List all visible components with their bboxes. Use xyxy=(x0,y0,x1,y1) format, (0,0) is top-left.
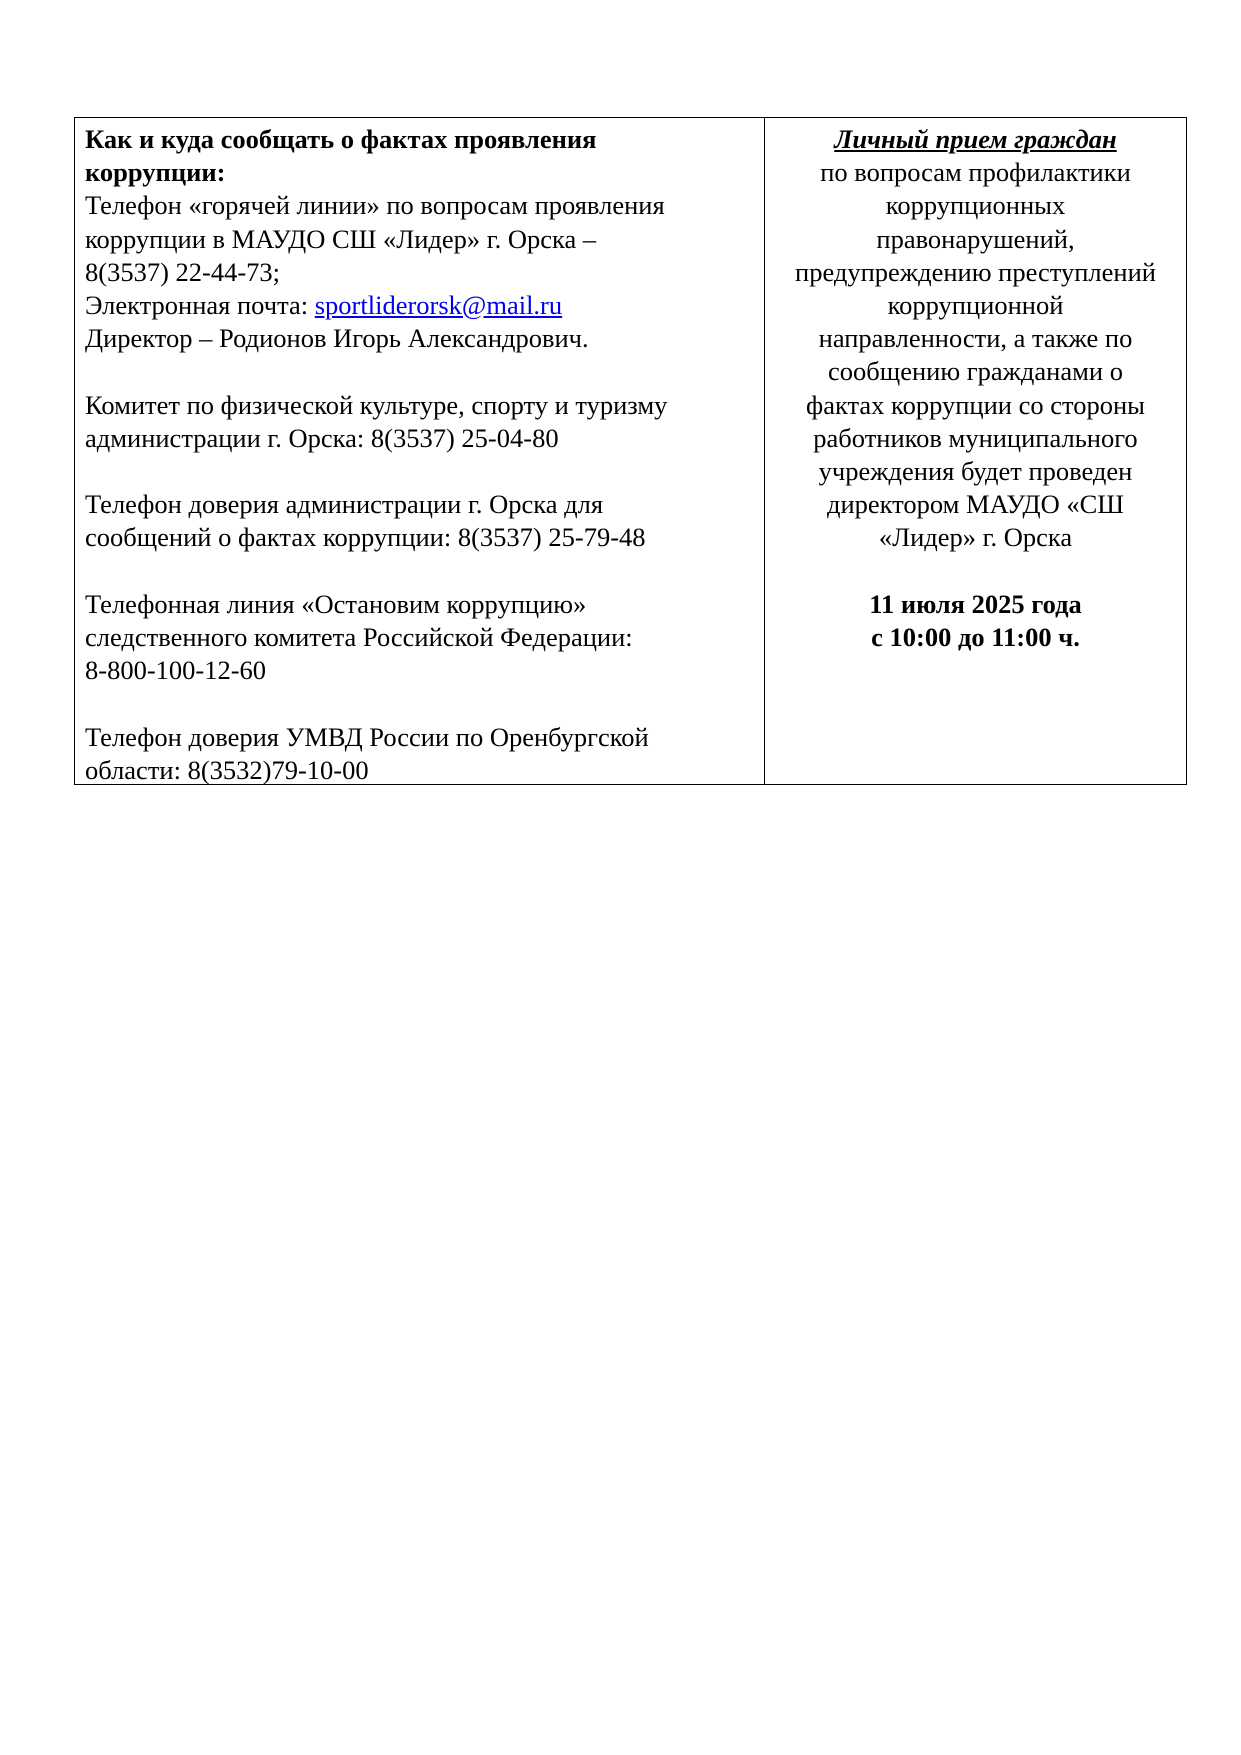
reception-text-line: предупреждению преступлений xyxy=(795,256,1156,287)
hotline-block xyxy=(85,123,756,355)
trust-admin-block xyxy=(85,488,756,554)
spacer xyxy=(771,555,1180,588)
report-title-line-2: коррупции: xyxy=(85,157,226,188)
umvd-line-1: Телефон доверия УМВД России по Оренбургской xyxy=(85,721,649,752)
reception-text-line: коррупционных xyxy=(885,190,1066,221)
reception-text-line: работников муниципального xyxy=(813,422,1138,453)
hotline-phone: 8(3537) 22-44-73; xyxy=(85,256,281,287)
email-label: Электронная почта: xyxy=(85,290,315,321)
umvd-line-2: области: 8(3532)79-10-00 xyxy=(85,754,369,785)
reception-text-line: по вопросам профилактики xyxy=(820,157,1131,188)
stop-corruption-line-2: следственного комитета Российской Федерации: xyxy=(85,622,633,652)
email-link[interactable]: sportliderorsk@mail.ru xyxy=(314,290,563,321)
trust-admin-line-1: Телефон доверия администрации г. Орска для xyxy=(85,489,604,520)
committee-line-2: администрации г. Орска: 8(3537) 25-04-80 xyxy=(85,422,559,453)
hotline-line-1: Телефон «горячей линии» по вопросам проявления xyxy=(85,190,665,221)
committee-line-1: Комитет по физической культуре, спорту и туризму xyxy=(85,389,668,420)
reception-text-line: директором МАУДО «СШ xyxy=(826,489,1125,520)
reception-text-line: правонарушений, xyxy=(876,223,1075,254)
stop-corruption-line-1: Телефонная линия «Остановим коррупцию» xyxy=(85,588,587,619)
reception-time: с 10:00 до 11:00 ч. xyxy=(871,622,1080,653)
committee-block xyxy=(85,389,756,455)
reception-text-line: «Лидер» г. Орска xyxy=(878,522,1073,553)
reception-text-line: фактах коррупции со стороны xyxy=(806,389,1145,420)
anticorruption-info-table xyxy=(74,117,1187,785)
report-contacts-cell xyxy=(75,118,765,784)
umvd-block xyxy=(85,721,756,787)
reception-text-line: сообщению гражданами о xyxy=(828,356,1123,387)
hotline-line-2: коррупции в МАУДО СШ «Лидер» г. Орска – xyxy=(85,223,597,254)
reception-heading: Личный прием граждан xyxy=(834,124,1117,154)
reception-text-line: коррупционной xyxy=(887,290,1064,321)
reception-text-line: учреждения будет проведен xyxy=(818,456,1133,487)
report-title-line-1: Как и куда сообщать о фактах проявления xyxy=(85,124,597,154)
email-line xyxy=(85,289,756,322)
director-line: Директор – Родионов Игорь Александрович. xyxy=(85,323,589,354)
trust-admin-line-2: сообщений о фактах коррупции: 8(3537) 25-79-48 xyxy=(85,522,646,553)
stop-corruption-block xyxy=(85,588,756,688)
stop-corruption-phone: 8-800-100-12-60 xyxy=(85,655,267,686)
reception-text-line: направленности, а также по xyxy=(818,323,1133,354)
reception-date: 11 июля 2025 года xyxy=(869,588,1082,619)
personal-reception-cell xyxy=(765,118,1186,784)
